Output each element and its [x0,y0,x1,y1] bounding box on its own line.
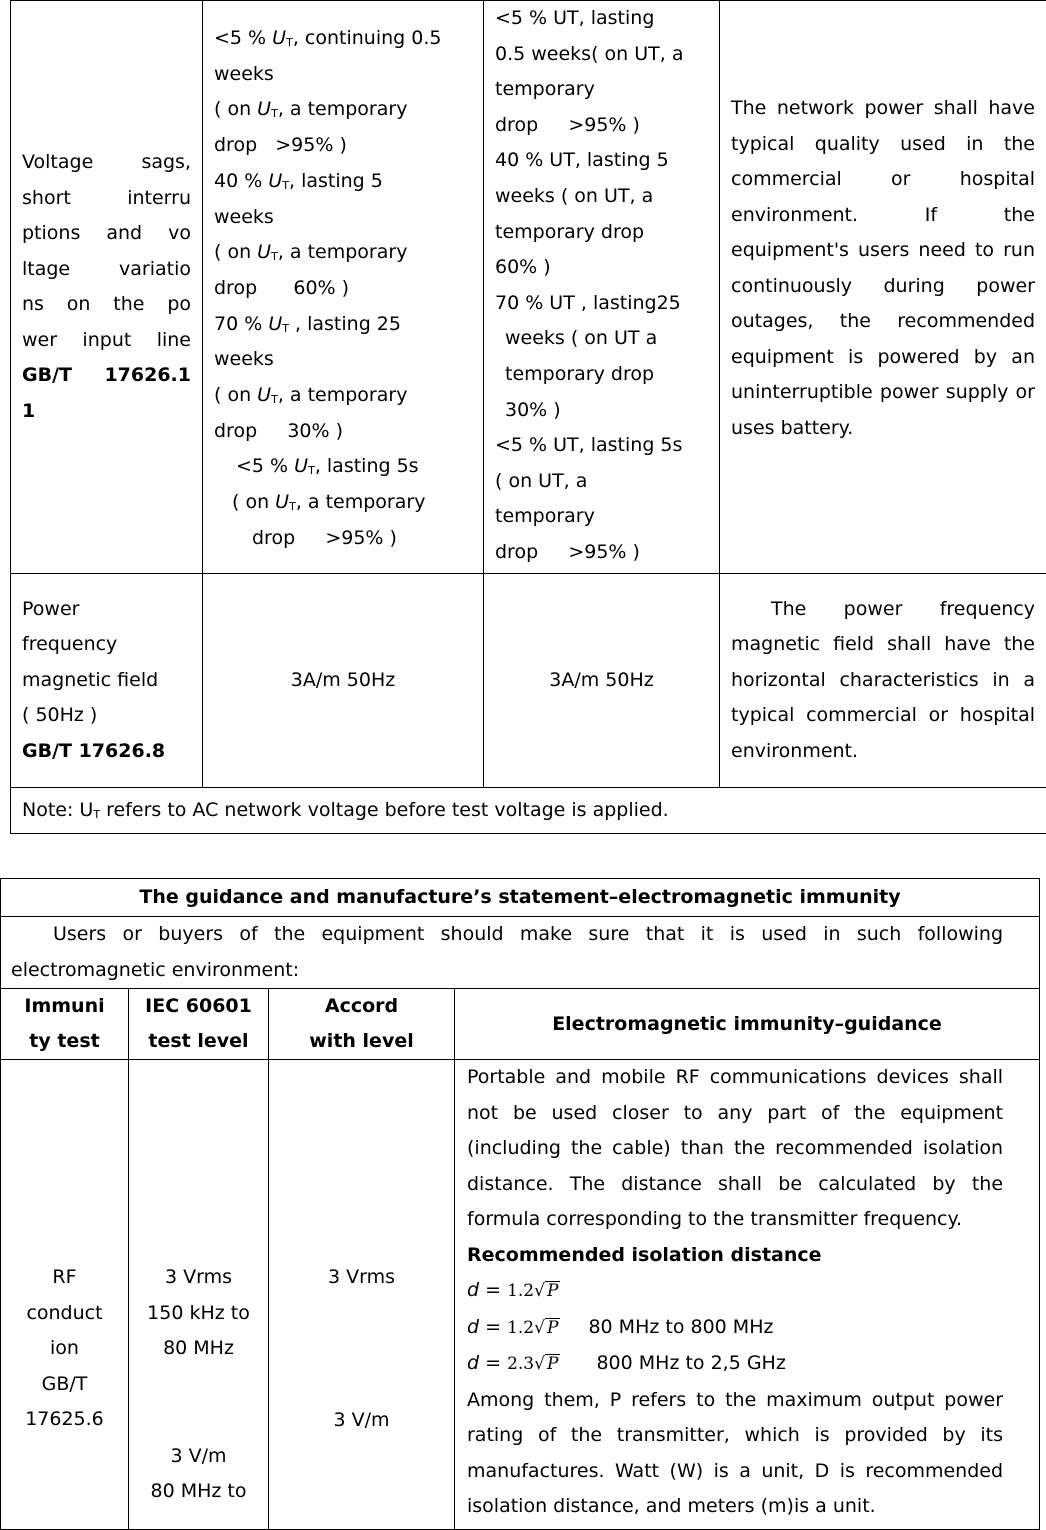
table-row [1,1060,1040,1530]
iec-test-level-cell: 3A/m 50Hz [203,574,484,788]
iec-level-line: drop 60% ) [214,271,472,307]
iec-level-line: 70 % $U_T$ , lasting 25 [214,307,472,343]
formula-line: d = 2.3√ P 800 MHz to 2,5 GHz [467,1346,1003,1383]
immunity-test-cell [1,1060,129,1530]
standard-ref: GB/T 17626.8 [22,734,191,770]
iec-level-block: 3 V/m 80 MHz to [131,1439,266,1510]
table-row [1,989,1040,1060]
header-iec-test-level: IEC 60601 test level [129,989,269,1060]
standard-ref: 1 [22,394,191,430]
table-row [11,1,1046,574]
guidance-text: Portable and mobile RF communications devices shall not be used closer to any part of the equipment (including the cable) than the recommended isolation distance. The distance shall be calculated by the formula corresponding to the transmitter frequency. [467,1060,1003,1238]
table-row [11,788,1046,834]
header-immunity-test: Immuni ty test [1,989,129,1060]
immunity-test-cell [11,1,203,574]
iec-level-line: 40 % $U_T$, lasting 5 [214,164,472,200]
rf-immunity-table [0,878,1040,1530]
iec-level-line: drop >95% ) [214,521,472,557]
iec-level-line: ( on $U_T$, a temporary [214,92,472,128]
immunity-test-cell [11,574,203,788]
standard-ref: GB/T 17626.1 [22,358,191,394]
compliance-level: 3 Vrms [279,1260,444,1296]
iec-level-line: weeks [214,57,472,93]
iec-level-line: drop 30% ) [214,414,472,450]
immunity-test-name: Power frequency magnetic field ( 50Hz ) GB/T 17626.8 [22,592,191,770]
compliance-level-cell: 3A/m 50Hz [484,574,720,788]
note-text: Note: $U_T$ refers to AC network voltage before test voltage is applied. [22,799,669,821]
compliance-level: 3 V/m [279,1403,444,1439]
compliance-level: <5 % UT, lasting 0.5 weeks( on UT, a temporary drop >95% ) 40 % UT, lasting 5 weeks ( on UT, a temporary drop 60% ) 70 % UT , lasting25 weeks ( on UT a temporary drop 30% ) <5 % UT, lasting 5s ( on UT, a temporary drop >95% ) [495,1,708,571]
iec-level-line: weeks [214,342,472,378]
formula-line: d = 1.2√ P 80 MHz to 800 MHz [467,1310,1003,1347]
iec-level-block: 3 Vrms 150 kHz to 80 MHz [131,1260,266,1367]
header-guidance: Electromagnetic immunity–guidance [455,989,1040,1060]
guidance-text: The power frequency magnetic field shall have the horizontal characteristics in a typical commercial or hospital environment. [731,592,1035,770]
table-row [11,574,1046,788]
note-cell [11,788,1046,834]
immunity-test-name: Voltage sags, short interru ptions and vo ltage variatio ns on the po wer input line GB/T 17626.1 1 [22,145,191,429]
intro-text: Users or buyers of the equipment should make sure that it is used in such following electromagnetic environment: [11,917,1003,988]
iec-level-line: ( on $U_T$, a temporary [214,485,472,521]
compliance-level-cell [269,1060,455,1530]
guidance-text: The network power shall have typical quality used in the commercial or hospital environment. If the equipment's users need to run continuously during power outages, the recommended equipment is powered by an uninterruptible power supply or uses battery. [731,91,1035,446]
iec-level-line: drop >95% ) [214,128,472,164]
iec-level-line: ( on $U_T$, a temporary [214,378,472,414]
iec-level-line: <5 % $U_T$, continuing 0.5 [214,21,472,57]
guidance-cell [720,1,1046,574]
guidance-text: Among them, P refers to the maximum output power rating of the transmitter, which is provided by its manufactures. Watt (W) is a unit, D is recommended isolation distance, and meters (m)is a unit. [467,1383,1003,1525]
table-title: The guidance and manufacture’s statement–electromagnetic immunity [1,879,1040,917]
table-row [1,917,1040,989]
compliance-level-cell [484,1,720,574]
voltage-immunity-table [10,0,1046,834]
formula-line: d = 1.2√ P [467,1273,1003,1310]
guidance-cell [720,574,1046,788]
header-compliance-level: Accord with level [269,989,455,1060]
iec-level-line: ( on $U_T$, a temporary [214,235,472,271]
recommended-distance-title: Recommended isolation distance [467,1238,1003,1274]
iec-test-level-cell [203,1,484,574]
iec-test-level-cell [129,1060,269,1530]
guidance-cell [455,1060,1040,1530]
iec-level-line: <5 % $U_T$, lasting 5s [214,449,472,485]
table-row [1,879,1040,917]
immunity-test-name: RF conduct ion GB/T 17625.6 [5,1260,124,1438]
iec-level-line: weeks [214,200,472,236]
intro-cell [1,917,1040,989]
